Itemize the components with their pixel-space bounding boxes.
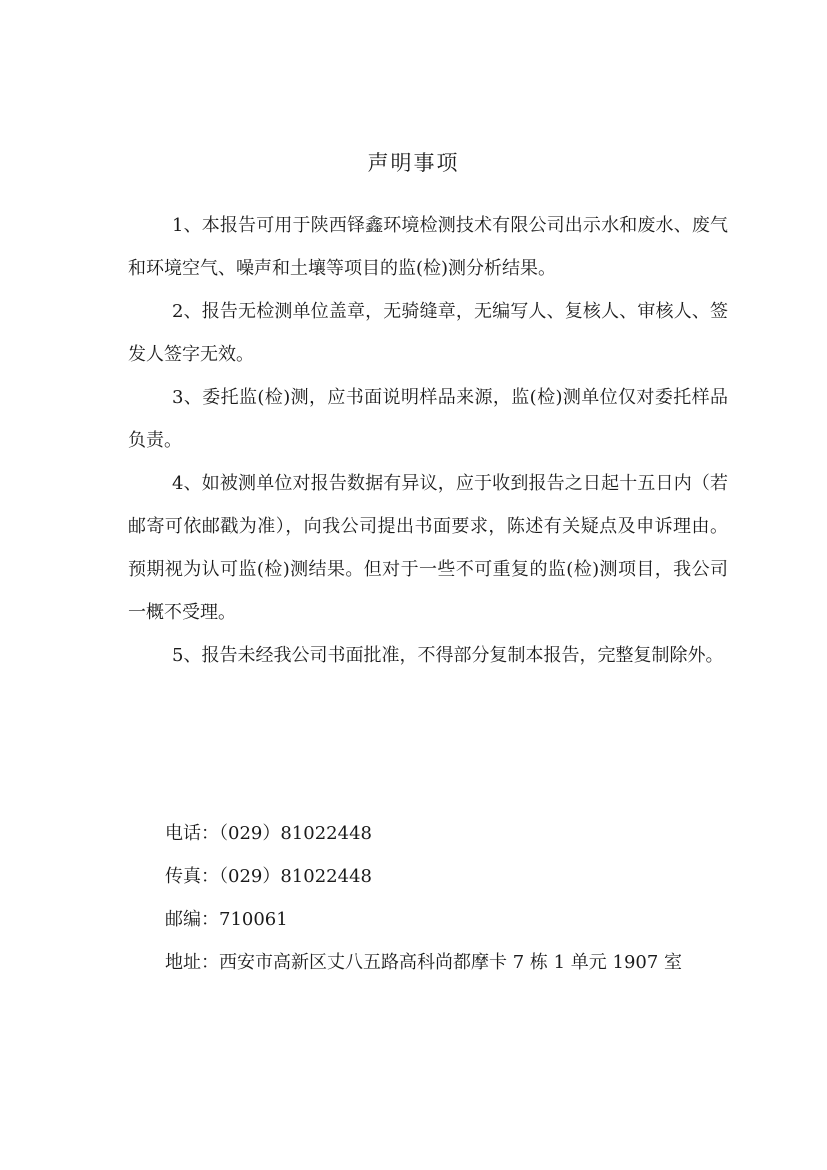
clause-1: 1、本报告可用于陕西铎鑫环境检测技术有限公司出示水和废水、废气和环境空气、噪声和土壤等项目的监(检)测分析结果。 — [128, 215, 728, 279]
clause-5: 5、报告未经我公司书面批准，不得部分复制本报告，完整复制除外。 — [172, 645, 724, 666]
contact-postcode: 邮编：710061 — [165, 909, 288, 930]
clause-2: 2、报告无检测单位盖章，无骑缝章，无编写人、复核人、审核人、签发人签字无效。 — [128, 301, 728, 365]
clause-4: 4、如被测单位对报告数据有异议，应于收到报告之日起十五日内（若邮寄可依邮戳为准），向我公司提出书面要求，陈述有关疑点及申诉理由。预期视为认可监(检)测结果。但对于一些不可重复的监(检)测项目，我公司一概不受理。 — [128, 473, 728, 623]
statement-clauses — [128, 204, 728, 677]
contact-phone: 电话：（029）81022448 — [165, 823, 372, 844]
clause-3: 3、委托监(检)测，应书面说明样品来源，监(检)测单位仅对委托样品负责。 — [128, 387, 728, 451]
contact-fax: 传真：（029）81022448 — [165, 866, 372, 887]
contact-address: 地址：西安市高新区丈八五路高科尚都摩卡 7 栋 1 单元 1907 室 — [165, 952, 683, 973]
page-title: 声明事项 — [367, 151, 460, 175]
contact-info — [165, 812, 765, 984]
